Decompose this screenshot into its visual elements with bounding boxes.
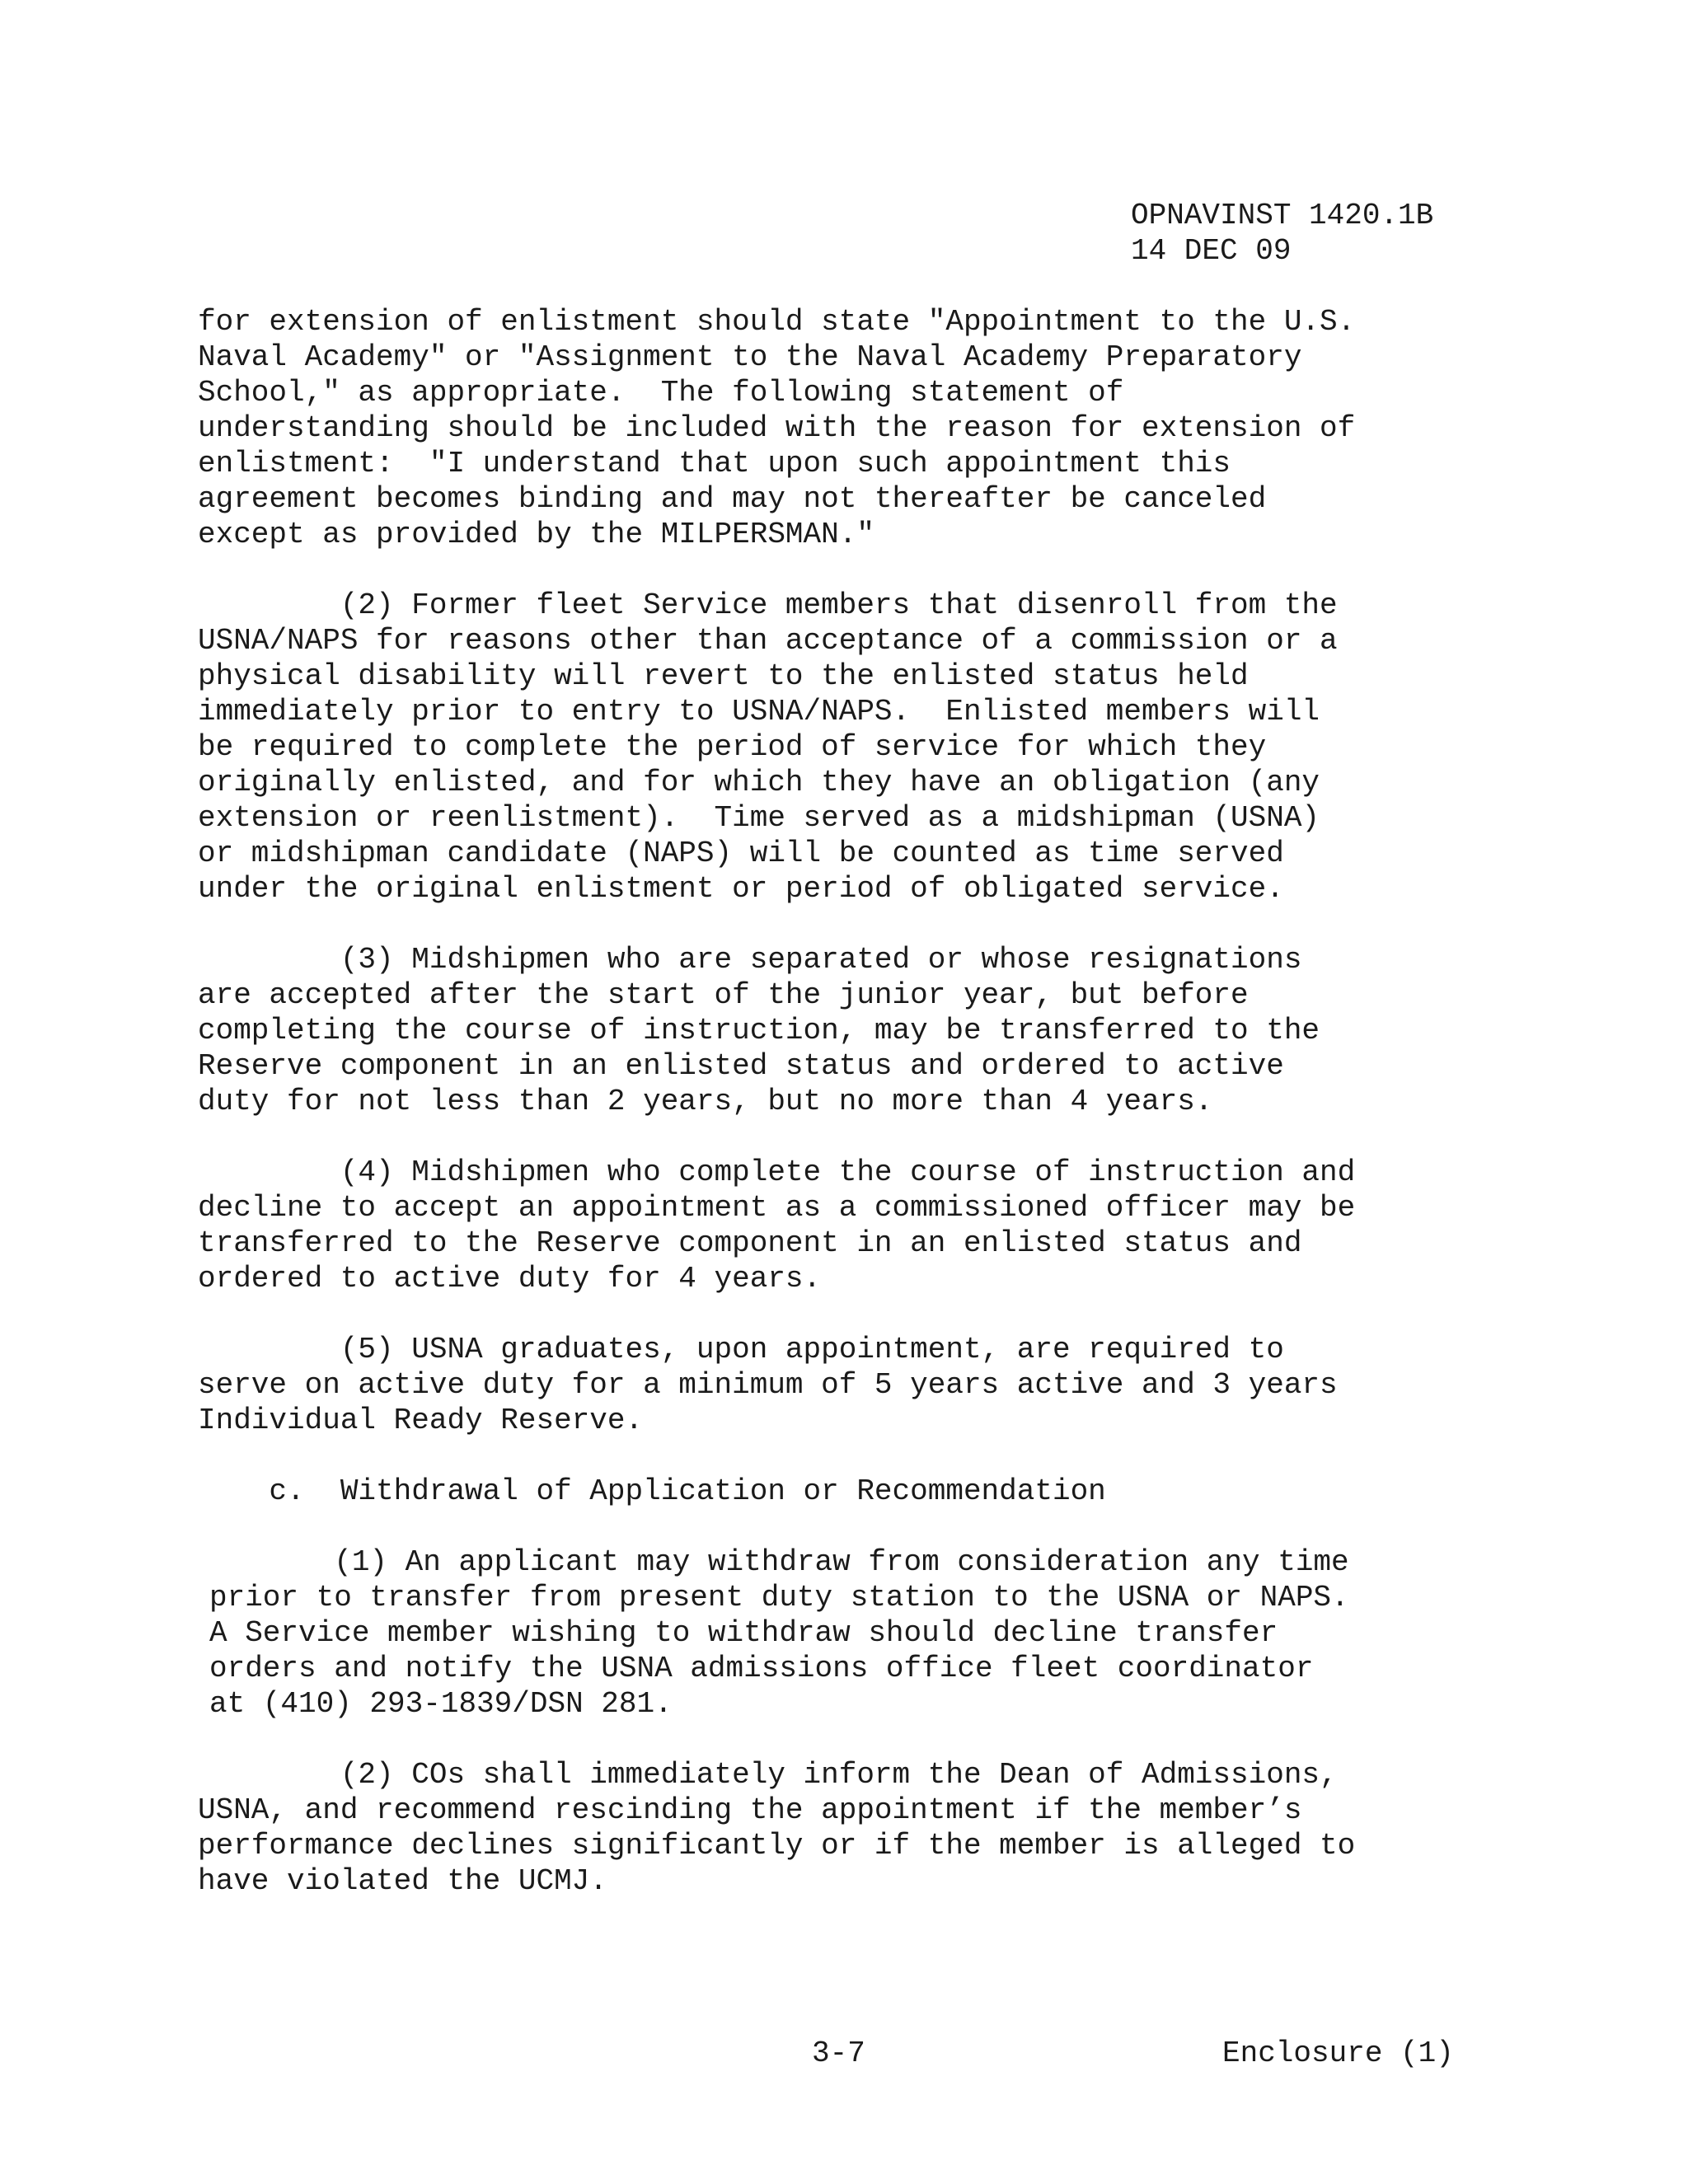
body-line: understanding should be included with the reason for extension of (198, 411, 1356, 445)
paragraph-c1-line: (1) An applicant may withdraw from consideration any time (209, 1545, 1349, 1579)
paragraph-c1-line: orders and notify the USNA admissions office fleet coordinator (209, 1652, 1314, 1685)
body-line: School," as appropriate. The following statement of (198, 376, 1124, 410)
paragraph-c2-line: USNA, and recommend rescinding the appointment if the member’s (198, 1793, 1302, 1827)
paragraph-2-line: extension or reenlistment). Time served as a midshipman (USNA) (198, 801, 1320, 835)
body-line: except as provided by the MILPERSMAN." (198, 518, 874, 551)
paragraph-5-line: (5) USNA graduates, upon appointment, are required to (198, 1333, 1284, 1366)
paragraph-4-line: transferred to the Reserve component in an enlisted status and (198, 1226, 1302, 1260)
page-number: 3-7 (812, 2036, 865, 2070)
paragraph-3-line: are accepted after the start of the junior year, but before (198, 978, 1249, 1012)
paragraph-3-line: Reserve component in an enlisted status and ordered to active (198, 1049, 1284, 1083)
body-line: Naval Academy" or "Assignment to the Naval Academy Preparatory (198, 340, 1302, 374)
paragraph-2-line: physical disability will revert to the enlisted status held (198, 659, 1249, 693)
paragraph-2-line: (2) Former fleet Service members that disenroll from the (198, 588, 1338, 622)
paragraph-c2-line: performance declines significantly or if the member is alleged to (198, 1829, 1356, 1863)
paragraph-c1-line: prior to transfer from present duty station to the USNA or NAPS. (209, 1581, 1349, 1615)
section-c-heading: c. Withdrawal of Application or Recommendation (198, 1474, 1106, 1508)
paragraph-2-line: under the original enlistment or period of obligated service. (198, 872, 1284, 906)
body-line: for extension of enlistment should state "Appointment to the U.S. (198, 305, 1356, 339)
instruction-date: 14 DEC 09 (1131, 234, 1292, 268)
paragraph-c1-line: A Service member wishing to withdraw should decline transfer (209, 1616, 1278, 1650)
paragraph-3-line: (3) Midshipmen who are separated or whose resignations (198, 943, 1302, 977)
paragraph-c2-line: have violated the UCMJ. (198, 1864, 607, 1898)
paragraph-2-line: be required to complete the period of service for which they (198, 730, 1267, 764)
paragraph-c1-line: at (410) 293-1839/DSN 281. (209, 1687, 673, 1721)
paragraph-2-line: originally enlisted, and for which they have an obligation (any (198, 766, 1320, 799)
paragraph-4-line: decline to accept an appointment as a commissioned officer may be (198, 1191, 1356, 1225)
body-line: enlistment: "I understand that upon such appointment this (198, 447, 1231, 480)
instruction-number: OPNAVINST 1420.1B (1131, 199, 1434, 232)
document-header (1131, 198, 1433, 269)
paragraph-2-line: USNA/NAPS for reasons other than acceptance of a commission or a (198, 624, 1338, 658)
paragraph-4-line: ordered to active duty for 4 years. (198, 1262, 822, 1296)
paragraph-3-line: completing the course of instruction, may be transferred to the (198, 1014, 1320, 1047)
paragraph-c2-line: (2) COs shall immediately inform the Dean of Admissions, (198, 1758, 1338, 1792)
paragraph-5-line: serve on active duty for a minimum of 5 years active and 3 years (198, 1368, 1338, 1402)
paragraph-2-line: immediately prior to entry to USNA/NAPS. Enlisted members will (198, 695, 1320, 729)
body-line: agreement becomes binding and may not thereafter be canceled (198, 482, 1267, 516)
paragraph-5-line: Individual Ready Reserve. (198, 1404, 644, 1437)
enclosure-label: Enclosure (1) (1222, 2036, 1454, 2070)
paragraph-2-line: or midshipman candidate (NAPS) will be counted as time served (198, 837, 1284, 870)
paragraph-3-line: duty for not less than 2 years, but no more than 4 years. (198, 1085, 1213, 1118)
paragraph-4-line: (4) Midshipmen who complete the course of instruction and (198, 1155, 1356, 1189)
